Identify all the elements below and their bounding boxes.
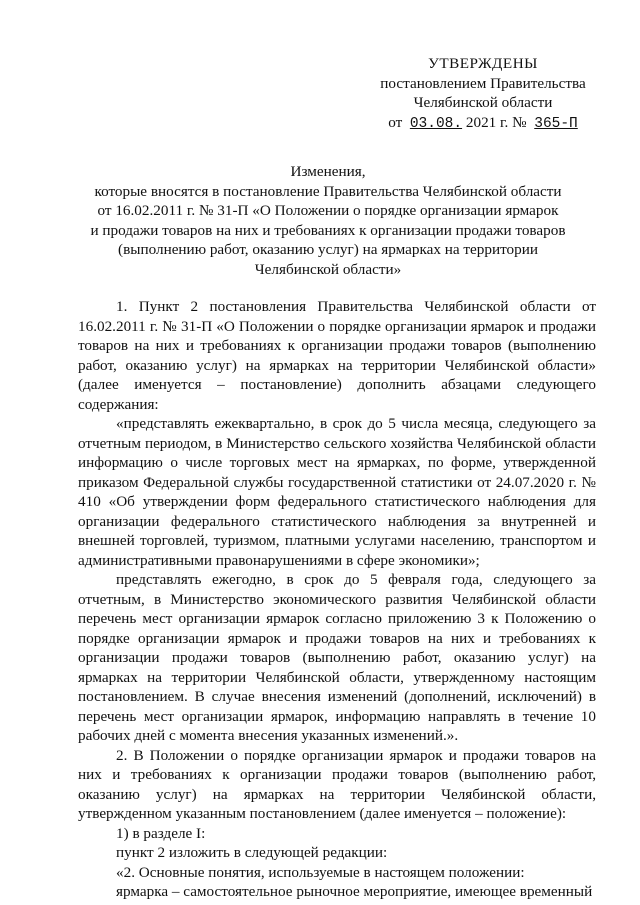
- paragraph: «представлять ежеквартально, в срок до 5 числа месяца, следующего за отчетным периодом, в Министерство сельского хозяйства Челябинской области информацию о числе торговых мест на ярмарках, по форме, утвержденной приказом Федеральной службы государственной статистики от 24.07.2020 г. № 410 «Об утверждении форм федерального статистического наблюдения для организации федерального статистического наблюдения за внутренней и внешней торговлей, туризмом, платными услугами населению, транспортом и административными правонарушениями в сфере экономики»;: [78, 415, 596, 569]
- title-line: и продажи товаров на них и требованиях к организации продажи товаров: [90, 221, 566, 239]
- approval-date: 03.08.: [409, 115, 463, 132]
- paragraph: представлять ежегодно, в срок до 5 февраля года, следующего за отчетным, в Министерство экономического развития Челябинской области перечень мест организации ярмарок согласно приложению 3 к Положению о порядке организации ярмарок и продажи товаров на них и требованиях к организации продажи товаров (выполнению работ, оказанию услуг) на ярмарках на территории Челябинской области, утвержденному настоящим постановлением. В случае внесения изменений (дополнений, исключений) в перечень мест организации ярмарок, информацию направлять в течение 10 рабочих дней с момента внесения указанных изменений.».: [78, 571, 596, 744]
- approval-number: 365-П: [534, 115, 578, 132]
- paragraph: пункт 2 изложить в следующей редакции:: [116, 844, 388, 861]
- document-body: [78, 297, 596, 902]
- title-line: Изменения,: [290, 163, 366, 180]
- approval-line: постановлением Правительства: [380, 74, 586, 92]
- title-line: которые вносятся в постановление Правительства Челябинской области: [94, 182, 562, 200]
- paragraph: 1. Пункт 2 постановления Правительства Челябинской области от 16.02.2011 г. № 31-П «О Положении о порядке организации ярмарок и продажи товаров на них и требованиях к организации продажи товаров (выполнению работ, оказанию услуг) на ярмарках на территории Челябинской области» (далее именуется – постановление) дополнить абзацами следующего содержания:: [78, 298, 596, 413]
- approval-line: Челябинской области: [413, 94, 553, 111]
- paragraph: ярмарка – самостоятельное рыночное мероприятие, имеющее временный: [116, 883, 593, 900]
- approval-date-line: [360, 113, 606, 135]
- approval-stamp: [360, 54, 606, 134]
- paragraph: 1) в разделе I:: [116, 824, 206, 842]
- approval-heading: УТВЕРЖДЕНЫ: [428, 55, 538, 72]
- date-prefix: от: [388, 113, 403, 131]
- paragraph: «2. Основные понятия, используемые в настоящем положении:: [116, 863, 525, 881]
- document-title: [78, 162, 578, 279]
- title-line: от 16.02.2011 г. № 31-П «О Положении о порядке организации ярмарок: [97, 202, 559, 219]
- title-line: Челябинской области»: [254, 260, 402, 278]
- title-line: (выполнению работ, оказанию услуг) на ярмарках на территории: [118, 241, 538, 258]
- approval-year: 2021 г. №: [465, 113, 527, 131]
- paragraph: 2. В Положении о порядке организации ярмарок и продажи товаров на них и требованиях к организации продажи товаров (выполнению работ, оказанию услуг) на ярмарках на территории Челябинской области, утвержденном указанным постановлением (далее именуется – положение):: [78, 746, 596, 822]
